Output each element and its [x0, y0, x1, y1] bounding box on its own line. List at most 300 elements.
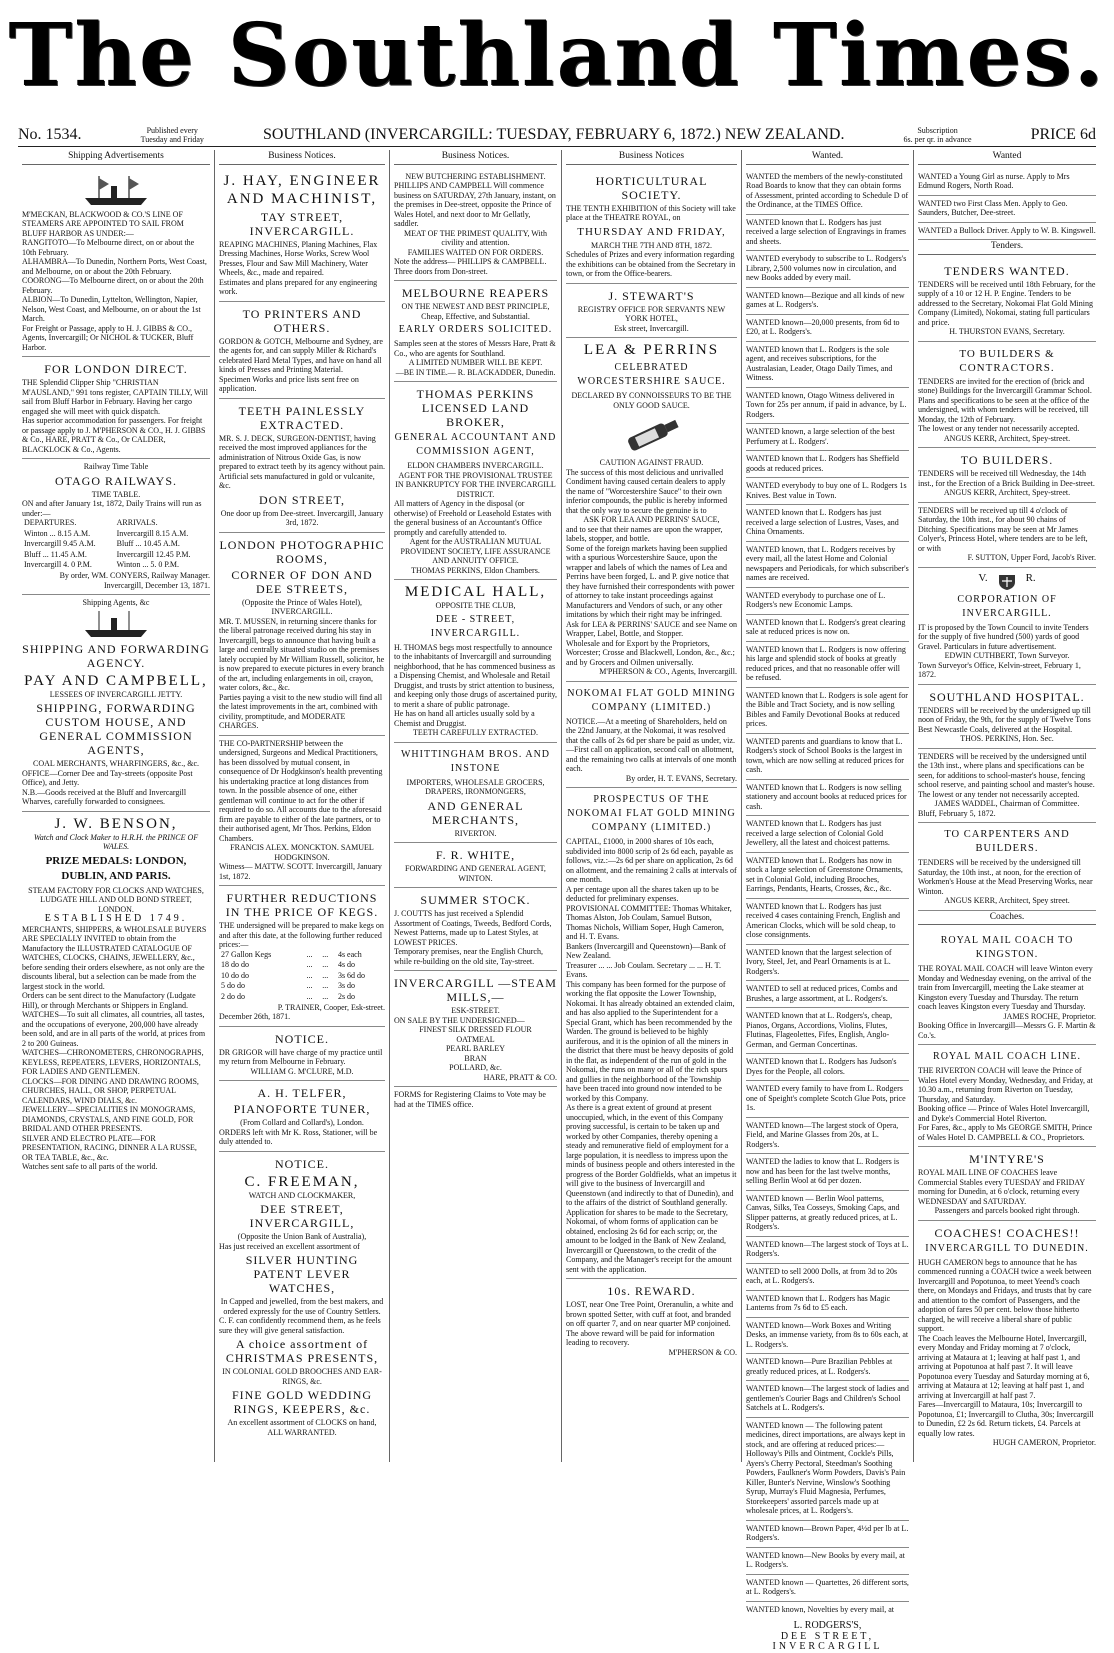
- wanted-men: [918, 196, 1096, 223]
- ad-text: Parties paying a visit to the new studio will find all the latest improvements in the art, combined with civility, promptitude, and MODERATE CHARGES.: [219, 692, 383, 731]
- ad-signature: JAMES WADDEL, Chairman of Committee.: [934, 799, 1080, 809]
- ad-heading: DON STREET,: [258, 492, 346, 507]
- ad-heading: A. H. TELFER,: [257, 1086, 347, 1101]
- ad-text: WANTED two First Class Men. Apply to Geo. Saunders, Butcher, Dee-street.: [918, 198, 1068, 218]
- ad-bluff-school: [918, 749, 1096, 824]
- ad-signature: By order, H. T. EVANS, Secretary.: [625, 773, 737, 783]
- wanted-notice: WANTED known—The largest stock of ladies and gentlemen's Courier Bags and Children's School Satchels at L. Rodgers's.: [746, 1381, 909, 1418]
- wanted-notice: WANTED everybody to buy one of L. Rodgers 1s Knives. Best value in Town.: [746, 478, 909, 505]
- ad-heading: THURSDAY AND FRIDAY,: [577, 225, 726, 238]
- ad-text: DR GRIGOR will have charge of my practice until my return from Melbourne in February.: [219, 1047, 383, 1067]
- ad-text: Samples seen at the stores of Messrs Hare, Pratt & Co., who are agents for Southland.: [394, 339, 556, 358]
- columns: [18, 150, 1100, 1653]
- ad-text: One door up from Dee-street. Invercargill, January 3rd, 1872.: [220, 508, 384, 528]
- wanted-notice: WANTED known that L. Rodgers has just received 4 cases containing French, English and American Clocks, which will be sold cheap, to close consignments.: [746, 899, 909, 945]
- table-row: 2 do do ... ... 2s do: [221, 991, 356, 1001]
- ad-text: WANTED a Bullock Driver. Apply to W. B. Kingswell.: [918, 225, 1096, 235]
- wanted-notice: WANTED known that L. Rodgers has Sheffield goods at reduced prices.: [746, 451, 909, 478]
- ad-text: FORWARDING AND GENERAL AGENT, WINTON.: [405, 864, 546, 883]
- column-wanted-1: [742, 150, 914, 1653]
- wanted-notice: WANTED known — Quartettes, 26 different sorts, at L. Rodgers's.: [746, 1575, 909, 1602]
- ad-text: BRAN: [464, 1053, 487, 1063]
- ad-kingston-coach: [918, 929, 1096, 1045]
- ad-text: OFFICE—Corner Dee and Tay-streets (opposite Post Office), and Jetty.: [22, 768, 193, 788]
- ad-heading: WHITTINGHAM BROS. AND INSTONE: [400, 748, 551, 774]
- ad-tenders-brick-building: [918, 448, 1096, 503]
- ad-text: LOST, near One Tree Point, Oreranulin, a white and brown spotted Setter, with cuff at foot, and branded on off quarter 7, and on near quarter MP conjoined. The above reward will be paid for information leading to recovery.: [566, 1300, 734, 1348]
- ad-signature: DEE STREET,: [780, 1630, 875, 1642]
- ad-text: Booking Office in Invercargill—Messrs G. F. Martin & Co.'s.: [918, 1021, 1096, 1040]
- ad-phillips-campbell: [394, 169, 557, 282]
- ad-signature: FRANCIS ALEX. MONCKTON. SAMUEL HODGKINSON.: [230, 843, 374, 862]
- ad-text: Cheap, Effective, and Substantial.: [421, 311, 530, 321]
- ad-heading: LONDON PHOTOGRAPHIC ROOMS,: [219, 537, 385, 566]
- ad-text: FINEST SILK DRESSED FLOUR: [419, 1025, 532, 1035]
- ad-text: SILVER AND ELECTRO PLATE—FOR PRESENTATION, RACING, DINNER A LA RUSSE, OR TEA TABLE, &c., &c.: [22, 1133, 197, 1162]
- ad-text: J. COUTTS has just received a Splendid Assortment of Coatings, Tweeds, Bedford Cords, Newest Patterns, made up to Latest Styles, at LOWEST PRICES.: [394, 909, 552, 947]
- ad-text: NOTICE.—At a meeting of Shareholders, held on the 22nd January, at the Nokomai, it was resolved that the calls of 2s 6d per share be paid as under, viz.—First call on application, second call on allotment, and the remaining two calls at intervals of one month each.: [566, 716, 737, 774]
- wanted-notice: WANTED known, that L. Rodgers receives by every mail, all the latest Home and Colonial newspapers and Periodicals, for which subscriber's names are received.: [746, 542, 909, 588]
- ad-text: A per centage upon all the shares taken up to be deducted for preliminary expenses.: [566, 884, 719, 904]
- ad-lea-perrins: [566, 338, 737, 682]
- ad-signature: F. SUTTON, Upper Ford, Jacob's River.: [967, 553, 1096, 563]
- ad-text: ON and after January 1st, 1872, Daily Trains will run as under:—: [22, 499, 202, 518]
- wanted-notice: WANTED known—The largest stock of Opera, Field, and Marine Glasses from 20s, at L. Rodgers's.: [746, 1118, 909, 1155]
- ad-text: PROVISIONAL COMMITTEE: Thomas Whitaker, Thomas Alston, Job Coulam, Samuel Butson, Thomas Nichols, William Soper, Hugh Cameron, and H. T. Evans.: [566, 903, 732, 942]
- ad-text: WATCHES—CHRONOMETERS, CHRONOGRAPHS, KEYLESS, REPEATERS, LEVERS, HORIZONTALS, FOR LADIES AND GENTLEMEN.: [22, 1048, 204, 1077]
- ad-text: THE RIVERTON COACH will leave the Prince of Wales Hotel every Monday, Wednesday, and Friday, at 10.30 a.m., returning from Riverton on Tuesday, Thursday, and Saturday.: [918, 1066, 1093, 1104]
- ad-text: H. THOMAS begs most respectfully to announce to the inhabitants of Invercargill and surrounding neighborhood, that he has commenced business as a Dispensing Chemist, and Wholesale and Retail Druggist, and trusts by strict attention to business, and keeping only those drugs of ascertained purity, to merit a share of public patronage.: [394, 642, 557, 709]
- ad-text: Treasurer ... ... Job Coulam. Secretary ... ... H. T. Evans.: [566, 960, 721, 980]
- ad-signature: By order, WM. CONYERS, Railway Manager. Invercargill, December 13, 1871.: [59, 571, 210, 590]
- ad-text: For Fares, &c., apply to Ms GEORGE SMITH, Prince of Wales Hotel D. CAMPBELL & CO., Proprietors.: [918, 1123, 1093, 1142]
- column-heading: Business Notices: [566, 150, 737, 165]
- ad-royal-mail-coach: [918, 1045, 1096, 1147]
- wanted-notice: WANTED known that L. Rodgers has now in stock a large selection of Greenstone Ornaments, set in Colonial Gold, including Brooches, Earrings, Pendants, Hearts, Crosses, &c., &c.: [746, 853, 909, 899]
- ad-heading: PIANOFORTE TUNER,: [233, 1102, 371, 1117]
- ad-text: STEAM FACTORY FOR CLOCKS AND WATCHES, LUDGATE HILL AND OLD BOND STREET, LONDON.: [28, 885, 204, 914]
- section-heading: Tenders.: [918, 240, 1096, 255]
- ad-heading: F. R. WHITE,: [435, 848, 516, 863]
- ad-signature: WILLIAM G. M'CLURE, M.D.: [250, 1066, 354, 1076]
- ad-text: ALHAMBRA—To Dunedin, Northern Ports, West Coast, and Melbourne, on or about the 20th February.: [22, 257, 207, 276]
- ad-text: ORDERS left with Mr K. Ross, Stationer, will be duly attended to.: [219, 1127, 378, 1147]
- ad-text: (Opposite the Prince of Wales Hotel), INVERCARGILL.: [241, 597, 363, 617]
- steamer-icon: [22, 174, 210, 208]
- ad-heading: PRIZE MEDALS: LONDON, DUBLIN, AND PARIS.: [45, 854, 187, 882]
- column-business-2: [390, 150, 562, 1462]
- ad-horticultural: [566, 169, 737, 284]
- column-business-3: [562, 150, 742, 1462]
- ad-text: OATMEAL: [456, 1034, 495, 1044]
- ad-subheading: Watch and Clock Maker to H.R.H. the PRINCE OF WALES.: [33, 832, 199, 852]
- ad-signature: EDWIN CUTHBERT, Town Surveyor.: [944, 651, 1070, 661]
- column-heading: Business Notices.: [219, 150, 385, 165]
- ad-text: THE CO-PARTNERSHIP between the undersigned, Surgeons and Medical Practitioners, has been dissolved by mutual consent, in consequence of Dr Hodgkinson's health preventing his undertaking practice at long distances from town. In the possible absence of one, either gentleman will continue to act for the other if required to do so. All accounts due to the aforesaid firm are payable to either of the late partners, or to their authorised agent, Mr Thos. Perkins, Eldon Chambers.: [219, 738, 383, 843]
- ad-pay-campbell: [22, 595, 210, 812]
- ad-signature: THOS. PERKINS, Hon. Sec.: [960, 734, 1054, 744]
- wanted-bullock-driver: [918, 223, 1096, 241]
- ad-heading: THOMAS PERKINS LICENSED LAND BROKER,: [416, 387, 535, 430]
- ad-text: TENDERS will be received by the undersigned until the 13th inst., where plans and specifications can be seen, for additions to school-master's house, fencing school reserve, and painting school and master's house. The lowest or any tender not necessarily accepted.: [918, 751, 1095, 799]
- ad-carpenters: [918, 823, 1096, 911]
- ad-fr-white: [394, 843, 557, 888]
- ad-freeman-watches: [219, 1152, 385, 1442]
- column-wanted-2: [914, 150, 1100, 1462]
- ad-text: FORMS for Registering Claims to Vote may be had at the TIMES office.: [394, 1090, 546, 1109]
- ad-text: WATCHES—To suit all climates, all countries, all tastes, and the occupations of everyone, 200,000 have already been sold, and are in all parts of the world, at prices from 2 to 200 Guineas.: [22, 1010, 206, 1048]
- wanted-notice: WANTED everybody to purchase one of L. Rodgers's new Economic Lamps.: [746, 588, 909, 615]
- ad-text: GORDON & GOTCH, Melbourne and Sydney, are the agents for, and can supply Miller & Richard's celebrated Hard Metal Types, and have on hand all kinds of Presses and Printing Material.: [219, 336, 383, 375]
- issue-number: No. 1534.: [18, 126, 82, 143]
- ad-heading: DEE STREET, INVERCARGILL,: [249, 1202, 355, 1231]
- ad-signature: H. THURSTON EVANS, Secretary.: [949, 327, 1065, 337]
- ad-signature: ANGUS KERR, Architect, Spey street.: [944, 896, 1070, 906]
- ad-text: MARCH THE 7TH AND 8TH, 1872.: [591, 240, 712, 250]
- ad-text: Agent for the AUSTRALIAN MUTUAL PROVIDENT SOCIETY, LIFE ASSURANCE AND ANNUITY OFFICE.: [400, 537, 551, 566]
- ad-text: WANTED a Young Girl as nurse. Apply to Mrs Edmund Rogers, North Road.: [918, 171, 1070, 191]
- ad-text: The lowest or any tender not necessarily accepted.: [918, 424, 1080, 434]
- table-row: Invercargill 4. 0 P.M. Winton ... 5. 0 P.M.: [24, 560, 179, 570]
- ad-text: MR. T. MUSSEN, in returning sincere thanks for the liberal patronage received during his stay in Invercargill, begs to announce that having built a large and centrally situated studio on the premises lately occupied by Mr William Russell, solicitor, he is now prepared to execute pictures in every branch of the art, including enlargements in oil, crayon, water colors, &c., &c.: [219, 616, 385, 693]
- ad-heading: TO BUILDERS & CONTRACTORS.: [959, 347, 1055, 374]
- ad-cameron-coaches: [918, 1221, 1096, 1452]
- ad-signature: M'PHERSON & CO.: [668, 1347, 737, 1357]
- ad-heading: TO PRINTERS AND OTHERS.: [242, 306, 362, 335]
- wanted-notice: WANTED known that L. Rodgers's great clearing sale at reduced prices is now on.: [746, 615, 909, 642]
- ad-text: An excellent assortment of CLOCKS on hand, ALL WARRANTED.: [227, 1418, 377, 1437]
- ad-text: CLOCKS—FOR DINING AND DRAWING ROOMS, CHURCHES, HALL, OR SHOP, PERPETUAL CALENDARS, WIND DIALS, &c.: [22, 1076, 199, 1105]
- ad-signature: —BE IN TIME.— R. BLACKADDER, Dunedin.: [395, 367, 556, 377]
- steamer-icon: [22, 610, 210, 640]
- ad-heading: NOKOMAI FLAT GOLD MINING COMPANY (LIMITED.): [567, 687, 736, 713]
- ad-text: DECLARED BY CONNOISSEURS TO BE THE ONLY GOOD SAUCE.: [571, 391, 732, 410]
- ad-text: RANGITOTO—To Melbourne direct, on or about the 10th February.: [22, 238, 195, 257]
- ad-heading: INVERCARGILL TO DUNEDIN.: [925, 1242, 1089, 1254]
- ad-text: TENDERS will be received by the undersigned till Saturday, the 10th inst., at noon, for the erection of Workmen's House at the Mead Preserving Works, near Winton.: [918, 858, 1093, 896]
- ad-text: Watches sent safe to all parts of the world.: [22, 1162, 158, 1172]
- wanted-notice: WANTED known — Berlin Wool patterns, Canvas, Silks, Tea Cosseys, Smoking Caps, and Slipper patterns, at greatly reduced prices, at L. Rodgers's.: [746, 1191, 909, 1237]
- ad-text: ESTABLISHED 1749.: [44, 913, 188, 925]
- wanted-notice: WANTED known—Bezique and all kinds of new games at L. Rodgers's.: [746, 288, 909, 315]
- ad-whittingham: [394, 743, 557, 844]
- ad-text: Has superior accommodation for passengers. For freight or passage apply to J. M'PHERSON & CO., H. J. GIBBS & Co., HARE, PRATT & Co., Or CALDER, BLACKLOCK & Co., Agents.: [22, 416, 206, 454]
- ad-grigor-notice: [219, 1027, 385, 1082]
- ad-text: He has on hand all articles usually sold by a Chemist and Druggist.: [394, 709, 535, 728]
- ad-heading: EARLY ORDERS SOLICITED.: [398, 324, 553, 336]
- ad-reward: [566, 1279, 737, 1361]
- ad-hay-engineer: [219, 169, 385, 302]
- section-heading: Coaches.: [918, 911, 1096, 926]
- subscription-note: Subscription 6s. per qr. in advance: [903, 126, 972, 144]
- ad-hospital: [918, 685, 1096, 749]
- ad-text: OPPOSITE THE CLUB,: [435, 601, 516, 611]
- ad-text: FAMILIES WAITED ON FOR ORDERS.: [407, 247, 544, 257]
- ad-london-photographic: [219, 533, 385, 736]
- column-heading: Business Notices.: [394, 150, 557, 165]
- table-row: 5 do do ... ... 3s do: [221, 981, 356, 991]
- ad-heading: TEETH PAINLESSLY EXTRACTED.: [238, 403, 366, 432]
- ad-heading: NOTICE.: [275, 1031, 329, 1046]
- ad-summer-stock: [394, 888, 557, 971]
- ad-heading: PROSPECTUS OF THE NOKOMAI FLAT GOLD MINING COMPANY (LIMITED.): [567, 794, 736, 834]
- ad-text: ALBION—To Dunedin, Lyttelton, Wellington, Napier, Nelson, West Coast, and Melbourne, on or about the 1st March.: [22, 295, 201, 324]
- ad-text: IMPORTERS, WHOLESALE GROCERS, DRAPERS, IRONMONGERS,: [406, 777, 545, 797]
- ad-text: TEETH CAREFULLY EXTRACTED.: [413, 728, 538, 738]
- ad-text: Application for shares to be made to the Secretary, Nokomai, of whom forms of application can be obtained, enclosing 2s 6d for each scrip; or, the amount to be lodged in the Bank of New Zealand, Invercargill or Queenstown, to the credit of the Company, and the Manager's receipt for the amount sent with the application.: [566, 1207, 732, 1274]
- ad-heading: GENERAL ACCOUNTANT AND COMMISSION AGENT,: [394, 432, 557, 458]
- ad-subheading: TIME TABLE.: [91, 489, 141, 499]
- ad-text: Town Surveyor's Office, Kelvin-street, February 1, 1872.: [918, 660, 1081, 680]
- wanted-notice: WANTED known that L. Rodgers is the sole agent, and receives subscriptions, for the Australasian, Leader, Otago Daily Times, and Witness.: [746, 342, 909, 388]
- ad-heading: NEW BUTCHERING ESTABLISHMENT.: [405, 171, 546, 181]
- ad-text: MEAT OF THE PRIMEST QUALITY, With civility and attention.: [404, 228, 547, 248]
- ad-voter-forms: [394, 1087, 557, 1113]
- ad-heading: CORNER OF DON AND DEE STREETS,: [231, 567, 373, 596]
- ad-text: MERCHANTS, SHIPPERS, & WHOLESALE BUYERS ARE SPECIALLY INVITED to obtain from the Manufactory the ILLUSTRATED CATALOGUE OF WATCHES, CLOCKS, CHAINS, JEWELLERY, &c., before sending their orders elsewhere, as not only are the discounts liberal, but a selection can be made from the largest stock in the world.: [22, 924, 207, 991]
- newspaper-title: The Southland Times.: [8, 5, 1106, 106]
- ad-text: Artificial sets manufactured in gold or vulcanite, &c.: [219, 471, 375, 491]
- ad-text: Booking office — Prince of Wales Hotel Invercargill, and Dyke's Commercial Hotel Riverton.: [918, 1104, 1090, 1123]
- wanted-notice: WANTED parents and guardians to know that L. Rodgers's stock of School Books is the largest in town, which are now selling at reduced prices for cash.: [746, 734, 909, 780]
- wanted-notice: WANTED known that L. Rodgers has just received a large selection of Colonial Gold Jewellery, all the latest and choicest patterns.: [746, 816, 909, 853]
- ad-heading: TO CARPENTERS AND BUILDERS.: [944, 829, 1070, 855]
- ad-medical-hall: [394, 580, 557, 743]
- wanted-notice: WANTED to sell at reduced prices, Combs and Brushes, a large assortment, at L. Rodgers's.: [746, 981, 909, 1008]
- ad-text: In Capped and jewelled, from the best makers, and ordered expressly for the use of Country Settlers.: [220, 1297, 384, 1316]
- ad-heading: C. FREEMAN,: [244, 1173, 360, 1190]
- cipher-letter: R.: [1025, 571, 1036, 584]
- ad-heading: DEE - STREET, INVERCARGILL.: [430, 613, 521, 639]
- ad-heading: CORPORATION OF INVERCARGILL.: [957, 593, 1057, 619]
- ad-heading: A choice assortment of CHRISTMAS PRESENTS,: [225, 1337, 379, 1366]
- wanted-notice: WANTED known—Pure Brazilian Pebbles at greatly reduced prices, at L. Rodgers's.: [746, 1354, 909, 1381]
- ad-text: Schedules of Prizes and every information regarding the exhibitions can be obtained from the Secretary in town, or from the Office-bearers.: [566, 250, 736, 279]
- ad-text: Note the address— PHILLIPS & CAMPBELL. Three doors from Don-street.: [394, 257, 547, 276]
- ad-text: TENDERS will be received by the undersigned up till noon of Friday, the 9th, for the supply of Twelve Tons Best Newcastle Coals, delivered at the Hospital.: [918, 705, 1091, 734]
- ad-heading: 10s. REWARD.: [607, 1284, 696, 1299]
- ad-text: All matters of Agency in the disposal (or otherwise) of Freehold or Leasehold Estates with the general business of an Accountant's Office promptly and carefully attended to.: [394, 499, 552, 537]
- ad-heading: MEDICAL HALL,: [404, 584, 547, 601]
- table-row: 18 do do ... ... 4s do: [221, 960, 356, 970]
- ad-heading: CELEBRATED WORCESTERSHIRE SAUCE.: [577, 362, 726, 388]
- ad-text: IT is proposed by the Town Council to invite Tenders for the supply of five hundred (500) yards of good Gravel. Particulars in future advertisement.: [918, 622, 1089, 651]
- ad-heading: TENDERS WANTED.: [944, 263, 1070, 278]
- ad-heading: AND GENERAL MERCHANTS,: [427, 798, 524, 827]
- ad-heading: OTAGO RAILWAYS.: [54, 473, 178, 488]
- ad-text: Ask for LEA & PERRINS' SAUCE and see Name on Wrapper, Label, Bottle, and Stopper.: [566, 619, 737, 639]
- ad-corporation: [918, 568, 1096, 685]
- ad-heading: SUMMER STOCK.: [420, 893, 531, 908]
- ad-heading: PAY AND CAMPBELL,: [24, 672, 208, 689]
- ad-signature: M'PHERSON & CO., Agents, Invercargill.: [599, 667, 737, 677]
- ad-text: TENDERS are invited for the erection of (brick and stone) Buildings for the Invercargill Grammar School. Plans and specifications to be seen at the office of the undersigned, with whom tenders will be received, till Monday, the 12th of February.: [918, 376, 1092, 424]
- ad-nokomai-prospectus: [566, 788, 737, 1279]
- ad-text: REAPING MACHINES, Planing Machines, Flax Dressing Machines, Horse Works, Screw Wool Presses, Flour and Saw Mill Machinery, Water Wheels, &c., made and repaired.: [219, 239, 378, 278]
- wanted-notice: WANTED known, Otago Witness delivered in Town for 25s per annum, if paid in advance, by L. Rodgers.: [746, 388, 909, 425]
- table-row: 10 do do ... ... 3s 6d do: [221, 970, 366, 980]
- ad-text: and to see that their names are upon the wrapper, labels, stopper, and bottle.: [566, 524, 723, 544]
- ad-heading: ROYAL MAIL COACH TO KINGSTON.: [940, 935, 1074, 961]
- issue-info-bar: [18, 124, 1096, 147]
- ad-text: POLLARD, &c.: [449, 1063, 502, 1073]
- ad-steam-mills: [394, 971, 557, 1087]
- ad-heading: SHIPPING AND FORWARDING AGENCY.: [22, 641, 210, 670]
- ad-text: PEARL BARLEY: [445, 1044, 506, 1054]
- wanted-notice: WANTED known that L. Rodgers is sole agent for the Bible and Tract Society, and is now selling Bibles and Family Devotional Books at reduced prices.: [746, 688, 909, 734]
- ad-heading: SILVER HUNTING PATENT LEVER WATCHES,: [245, 1253, 359, 1296]
- ad-heading: ROYAL MAIL COACH LINE.: [933, 1051, 1081, 1063]
- timetable-header: ARRIVALS.: [116, 518, 158, 528]
- ad-text: ELDON CHAMBERS INVERCARGILL.: [407, 461, 544, 471]
- ad-text: Some of the foreign markets having been supplied with a spurious Worcestershire Sauce, upon the wrapper and labels of which the names of Lea and Perrins have been forged, L. and P. give notice that they have furnished their correspondents with power of attorney to take instant proceedings against Manufacturers and Vendors of such, or any other imitations by which their right may be infringed.: [566, 543, 735, 620]
- ad-heading: MELBOURNE REAPERS: [401, 286, 550, 301]
- ad-railway-timetable: [22, 459, 210, 595]
- ad-text: PHILLIPS AND CAMPBELL Will commence business on SATURDAY, 27th January, instant, on the premises in Dee-street, opposite the Prince of Wales Hotel, and next door to Mr Gellatly, saddler.: [394, 181, 556, 229]
- ad-text: Witness— MATTW. SCOTT. Invercargill, January 1st, 1872.: [219, 862, 382, 881]
- wanted-notice: WANTED the ladies to know that L. Rodgers is now and has been for the last twelve months, selling Berlin Wool at 6d per dozen.: [746, 1154, 909, 1191]
- column-heading: Wanted.: [746, 150, 909, 165]
- ad-text: JEWELLERY—SPECIALITIES IN MONOGRAMS, DIAMONDS, CRYSTALS, AND FINE GOLD, FOR BRIDAL AND OTHER PRESENTS.: [22, 1105, 196, 1134]
- ad-telfer-piano: [219, 1081, 385, 1152]
- wanted-notice: WANTED known—Work Boxes and Writing Desks, an immense variety, from 8s to 60s each, at L. Rodgers's.: [746, 1318, 909, 1355]
- ad-text: December 26th, 1871.: [219, 1012, 291, 1022]
- ad-mmeckan-steamers: [22, 169, 210, 358]
- wanted-notice: WANTED known that L. Rodgers has Magic Lanterns from 7s 6d to £5 each.: [746, 1291, 909, 1318]
- section-heading: Shipping Agents, &c: [82, 598, 150, 608]
- ad-heading: HORTICULTURAL SOCIETY.: [595, 173, 708, 202]
- price-table: [219, 950, 385, 1003]
- section-heading: Railway Time Table: [83, 462, 149, 472]
- ad-text: (From Collard and Collard's), London.: [240, 1118, 364, 1128]
- ad-signature: HARE, PRATT & CO.: [483, 1072, 557, 1082]
- ad-london-direct: [22, 357, 210, 459]
- ad-signature: P. TRAINER, Cooper, Esk-street.: [277, 1002, 385, 1012]
- ad-text: Passengers and parcels booked right through.: [934, 1206, 1080, 1216]
- dateline: SOUTHLAND (INVERCARGILL: TUESDAY, FEBRUARY 6, 1872.) NEW ZEALAND.: [262, 126, 845, 143]
- ad-deck-dentist: [219, 399, 385, 533]
- ad-heading: FOR LONDON DIRECT.: [44, 362, 188, 377]
- cipher-letter: V.: [978, 571, 988, 584]
- ad-text: ON SALE BY THE UNDERSIGNED—: [394, 1015, 525, 1025]
- ad-heading: FINE GOLD WEDDING RINGS, KEEPERS, &c.: [231, 1388, 373, 1417]
- sauce-bottle-icon: [566, 414, 737, 454]
- wanted-notice: WANTED everybody to subscribe to L. Rodgers's Library, 2,500 volumes now in circulation, and new Books added by every mail.: [746, 251, 909, 288]
- table-row: 27 Gallon Kegs ... ... 4s each: [221, 949, 362, 959]
- masthead: [0, 0, 1114, 112]
- ad-heading: M'INTYRE'S: [969, 1152, 1045, 1167]
- ad-text: TENDERS will be received till Wednesday, the 14th inst., for the Erection of a Brick Building in Dee-street.: [918, 469, 1095, 488]
- ad-mintyre-coaches: [918, 1147, 1096, 1221]
- ad-tenders-ditching: [918, 503, 1096, 568]
- ad-text: N.B.—Goods received at the Bluff and Invercargill Wharves, carefully forwarded to consignees.: [22, 787, 187, 807]
- column-shipping: [18, 150, 215, 1462]
- ad-text: AGENT FOR THE PROVISIONAL TRUSTEE IN BANKRUPTCY FOR THE INVERCARGILL DISTRICT.: [395, 470, 556, 499]
- ad-heading: INVERCARGILL —STEAM MILLS,—: [394, 976, 557, 1005]
- ad-text: Estimates and plans prepared for any engineering work.: [219, 277, 378, 297]
- ad-signature: INVERCARGILL: [772, 1641, 883, 1653]
- ad-kegs: [219, 886, 385, 1026]
- ad-heading: FURTHER REDUCTIONS IN THE PRICE OF KEGS.: [225, 891, 379, 920]
- column-business-1: [215, 150, 390, 1462]
- ad-thomas-perkins: [394, 382, 557, 580]
- wanted-notice: WANTED the members of the newly-constituted Road Boards to know that they can obtain forms of Assessment, printed according to Schedule D of the Ordinance, at the TIMES Office.: [746, 169, 909, 215]
- ad-heading: TO BUILDERS.: [960, 453, 1054, 468]
- wanted-notice: WANTED known that L. Rodgers has Judson's Dyes for the People, all colors.: [746, 1054, 909, 1081]
- wanted-notice: WANTED known—Brown Paper, 4½d per lb at L. Rodgers's.: [746, 1521, 909, 1548]
- issue-price: PRICE 6d: [1030, 126, 1096, 143]
- ad-text: The Coach leaves the Melbourne Hotel, Invercargill, every Monday and Friday morning at 7 o'clock, arriving at Mataura at 1; leaving at half past 1, and arriving at Popotunoa at half past 7. It will leave Popotunoa every Tuesday and Saturday morning at 6, arriving at Mataura at 12; leaving at half past 1, and arriving at Invercargill at half past 7.: [918, 1333, 1090, 1400]
- table-row: Winton ... 8.15 A.M. Invercargill 8.15 A.M.: [24, 528, 189, 538]
- wanted-notice: WANTED known that L. Rodgers is now offering his large and splendid stock of books at greatly reduced prices, and that no reasonable offer will be refused.: [746, 642, 909, 688]
- ad-text: Fares—Invercargill to Mataura, 10s; Invercargill to Popotunoa, £1; Invercargill to Clutha, 30s; Invercargill to Dunedin, £2 2s 6d. Return tickets, £4. Parcels at equally low rates.: [918, 1400, 1094, 1438]
- ad-heading: J. HAY, ENGINEER AND MACHINIST,: [223, 172, 381, 207]
- ad-text: Orders can be sent direct to the Manufactory (Ludgate Hill), or through Merchants or Shippers in England.: [22, 991, 196, 1010]
- publication-frequency: Published every Tuesday and Friday: [140, 126, 204, 144]
- ad-text: C. F. can confidently recommend them, as he feels sure they will give general satisfaction.: [219, 1316, 381, 1335]
- ad-signature: ANGUS KERR, Architect, Spey-street.: [943, 433, 1071, 443]
- ad-text: TENDERS will be received up till 4 o'clock of Saturday, the 10th inst., for about 90 chains of Ditching. Specifications may be seen at Mr James Colyer's, Princess Hotel, where tenders are to be left, or with: [918, 505, 1088, 553]
- ad-text: REGISTRY OFFICE FOR SERVANTS NEW YORK HOTEL,: [577, 304, 726, 324]
- ad-subheading: LESSEES OF INVERCARGILL JETTY.: [49, 689, 183, 699]
- ad-heading: J. STEWART'S: [608, 288, 695, 303]
- wanted-notice: WANTED to sell 2000 Dolls, at from 3d to 20s each, at L. Rodgers's.: [746, 1264, 909, 1291]
- ad-text: TENDERS will be received until 18th February, for the supply of a 10 or 12 H. P. Engine. Tenders to be addressed to the Secretary, Nokomai Flat Gold Mining Company (Limited), Nokomai, stating full particulars and price.: [918, 279, 1096, 327]
- wanted-nurse: [918, 169, 1096, 196]
- ad-text: THE Splendid Clipper Ship "CHRISTIAN M'AUSLAND," 991 tons register, CAPTAIN TILLY, Will sail from Bluff Harbor in February. Having her cargo engaged she will meet with quick dispatch.: [22, 378, 208, 416]
- ad-text: IN COLONIAL GOLD BROOCHES AND EAR-RINGS, &c.: [222, 1367, 382, 1386]
- wanted-notice: WANTED every family to have from L. Rodgers one of Speight's complete Scotch Glue Pots, price 1s.: [746, 1081, 909, 1118]
- ad-text: ASK FOR LEA AND PERRINS' SAUCE,: [583, 515, 720, 525]
- wanted-notice: WANTED known that at L. Rodgers's, cheap, Pianos, Organs, Accordions, Violins, Flutes, Flutinas, Flageolettes, Fifes, English, Anglo-German, and German Concertinas.: [746, 1008, 909, 1054]
- table-row: Bluff ... 11.45 A.M. Invercargill 12.45 P.M.: [24, 549, 191, 559]
- table-row: Invercargill 9.45 A.M. Bluff ... 10.45 A.M.: [24, 539, 180, 549]
- ad-text: ESK-STREET.: [451, 1006, 500, 1016]
- ad-text: THE ROYAL MAIL COACH will leave Winton every Monday and Wednesday evening, on the arrival of the train from Invercargill, meeting the Lake steamer at Kingston every Tuesday and Thursday. The return coach leaves Kingston every Tuesday and Thursday.: [918, 964, 1093, 1012]
- ad-text: THE TENTH EXHIBITION of this Society will take place at the THEATRE ROYAL, on: [566, 203, 736, 223]
- ad-heading: SHIPPING, FORWARDING CUSTOM HOUSE, AND GENERAL COMMISSION AGENTS,: [36, 701, 196, 758]
- wanted-notice: WANTED known — The following patent medicines, direct importations, are always kept in stock, and are offering at reduced prices:— Holloway's Pills and Ointment, Cockle's Pills, Ayers's Cherry Pectoral, Steedman's Soothing Powders, Faulkner's Worm Powders, Davis's Pain Killer, Bunter's Nervine, Winslow's Soothing Syrup, Murray's Fluid Magnesia, Perfumes, Storekeepers' assorted parcels made up at wholesale prices, at L. Rodgers's.: [746, 1418, 909, 1521]
- ad-heading: SOUTHLAND HOSPITAL.: [929, 689, 1085, 704]
- wanted-notice: WANTED known that L. Rodgers has just received a large selection of Engravings in frames and sheets.: [746, 215, 909, 252]
- ad-text: THE undersigned will be prepared to make kegs on and after this date, at the following further reduced prices:—: [219, 921, 384, 950]
- wanted-notice: WANTED known that the largest selection of Ivory, Steel, Jet, and Pearl Ornaments is at L. Rodgers's.: [746, 945, 909, 982]
- ad-text: ROYAL MAIL LINE OF COACHES leave Commercial Stables every TUESDAY and FRIDAY morning for Dunedin, at 6 o'clock, returning every WEDNESDAY and SATURDAY.: [918, 1168, 1085, 1206]
- wanted-notice: WANTED known that L. Rodgers has just received a large selection of Lustres, Vases, and China Ornaments.: [746, 505, 909, 542]
- ad-heading: LEA & PERRINS: [583, 342, 720, 359]
- ad-signature: L. RODGERS'S,: [793, 1620, 862, 1632]
- ad-text: MR. S. J. DECK, SURGEON-DENTIST, having received the most improved appliances for the administration of Nitrous Oxide Gas, is now prepared to extract teeth by its agency without pain.: [219, 433, 385, 472]
- column-heading: Shipping Advertisements: [22, 150, 210, 165]
- ad-signature: HUGH CAMERON, Proprietor.: [992, 1438, 1096, 1448]
- timetable: [22, 518, 210, 571]
- ad-text: CAPITAL, £1000, in 2000 shares of 10s each, subdivided into 8000 scrip of 2s 6d each, payable as follows, viz.:—2s 6d per share on application, 2s 6d on allotment, and the remaining 2 calls at intervals of one month.: [566, 837, 737, 885]
- ad-text: Esk street, Invercargill.: [614, 323, 689, 333]
- wanted-notice: WANTED known, a large selection of the best Perfumery at L. Rodgers'.: [746, 424, 909, 451]
- ad-text: As there is a great extent of ground at present unoccupied, which, in the event of this Company proving successful, is certain to be taken up and worked by other Companies, thereby opening a steady and remunerative field of employment for a large population, it is needless to impress upon the minds of business people and others interested in the progress of the Border Goldfields, what an impetus it will give to the business of Invercargill and Queenstown (and indirectly to that of Dunedin), and to the affairs of the district of Southland generally.: [566, 1103, 737, 1208]
- ad-tenders-engine: [918, 259, 1096, 342]
- ad-tenders-grammar-school: [918, 342, 1096, 449]
- ad-benson-watches: [22, 812, 210, 1176]
- ad-signature: THOMAS PERKINS, Eldon Chambers.: [411, 565, 540, 575]
- ad-text: COORONG—To Melbourne direct, on or about the 20th February.: [22, 276, 204, 295]
- wanted-notice: WANTED known—New Books by every mail, at L. Rodgers's.: [746, 1548, 909, 1575]
- ad-text: Bluff, February 5, 1872.: [918, 808, 996, 818]
- wanted-list: [746, 169, 909, 1619]
- ad-co-partnership: [219, 736, 385, 887]
- ad-text: This company has been formed for the purpose of working the flat opposite the Lower Township, Nokomai. It has already obtained an extended claim, and has also applied to the Superintendent for a Special Grant, which has been recommended by the Warden. The ground is believed to be highly auriferous, and it is the opinion of all the miners in the district that there must be heavy deposits of gold in the flat, as independent of the run of gold in the Nokomai, the runs on many or all of the rich spurs and gullies in the neighborhood of the Township have been traced into ground now intended to be worked by this Company.: [566, 979, 735, 1103]
- ad-text: A LIMITED NUMBER WILL BE KEPT.: [408, 358, 543, 368]
